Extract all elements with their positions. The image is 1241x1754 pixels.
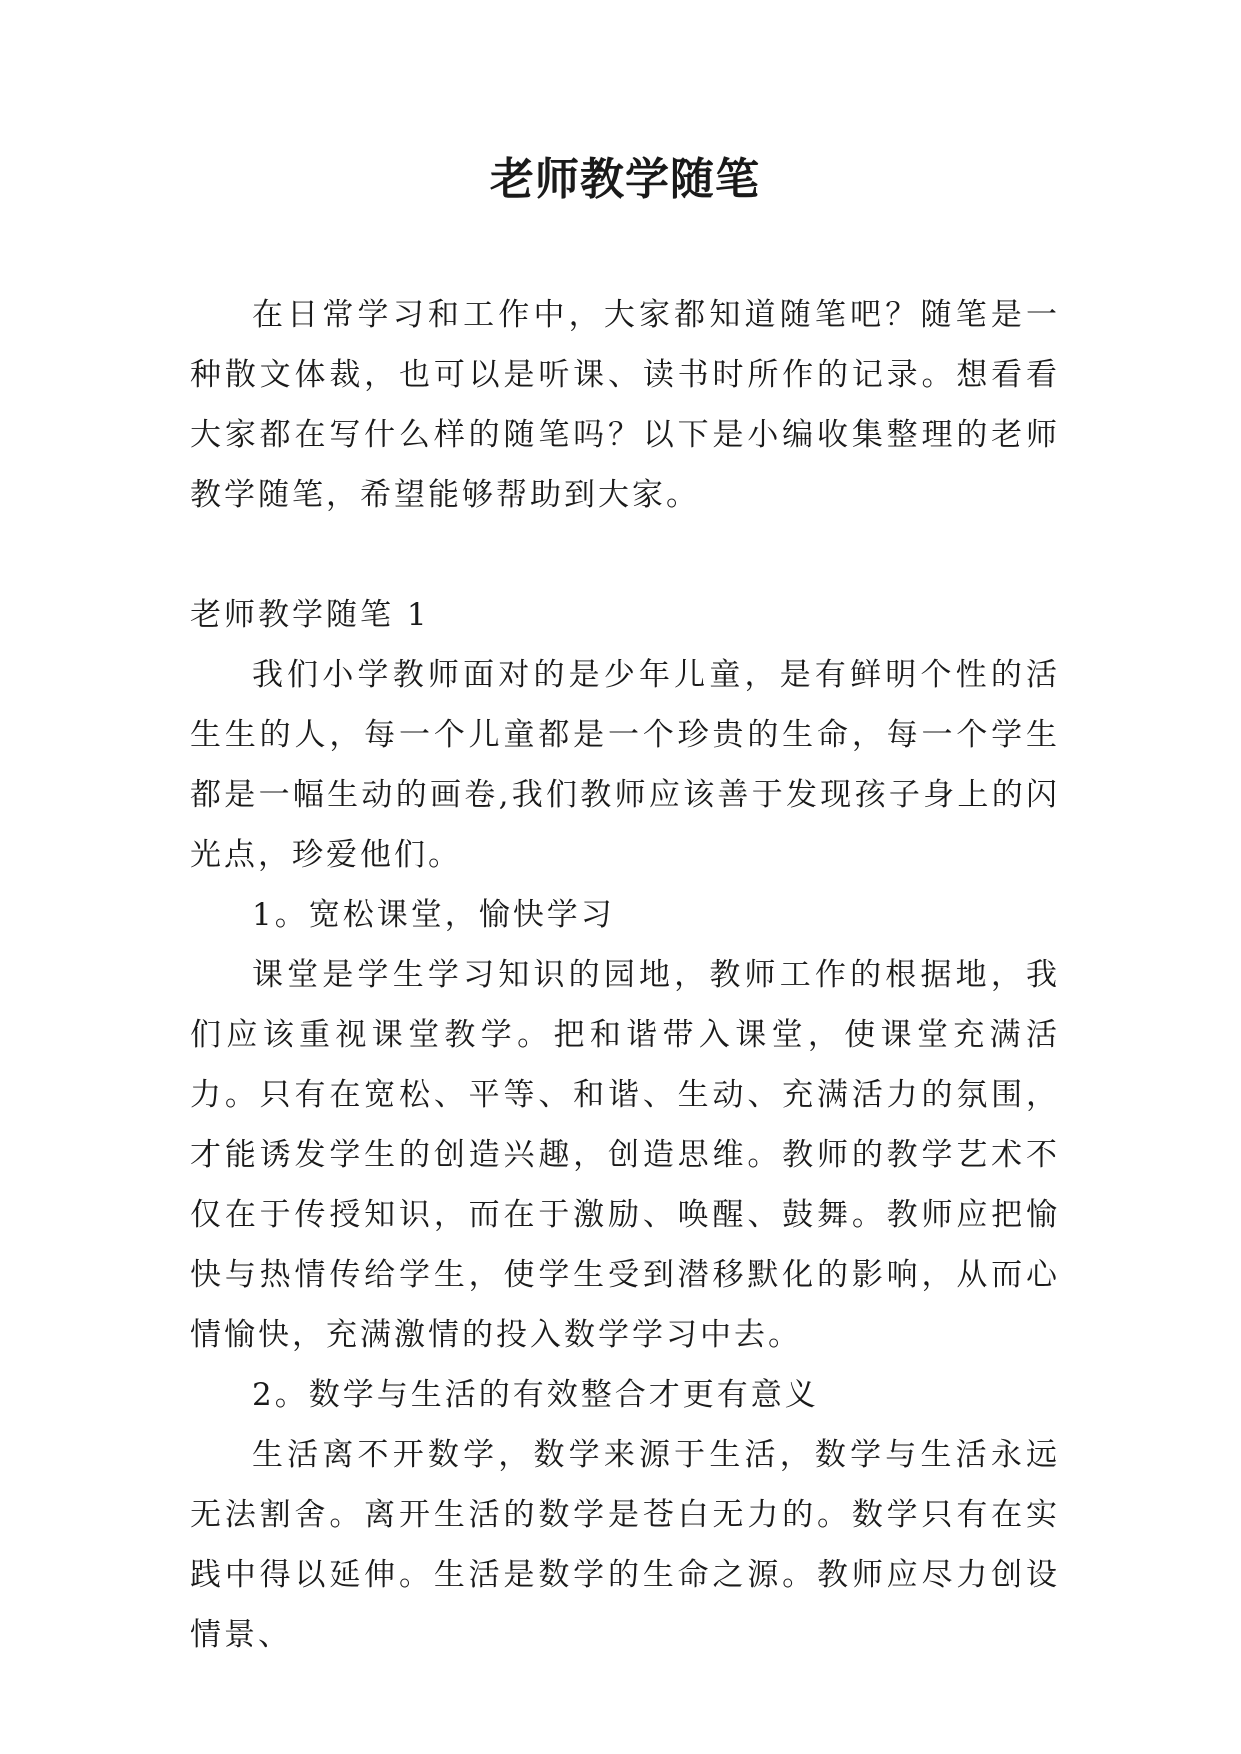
sub-heading-1: 1。宽松课堂，愉快学习 [252, 897, 615, 933]
intro-paragraph: 在日常学习和工作中，大家都知道随笔吧？随笔是一种散文体裁，也可以是听课、读书时所作的记录。想看看大家都在写什么样的随笔吗？以下是小编收集整理的老师教学随笔，希望能够帮助到大家。 [190, 297, 1060, 513]
section-heading: 老师教学随笔 1 [190, 597, 430, 633]
document-title: 老师教学随笔 [490, 154, 760, 205]
section-paragraph-2: 课堂是学生学习知识的园地，教师工作的根据地，我们应该重视课堂教学。把和谐带入课堂，使课堂充满活力。只有在宽松、平等、和谐、生动、充满活力的氛围，才能诱发学生的创造兴趣，创造思维。教师的教学艺术不仅在于传授知识，而在于激励、唤醒、鼓舞。教师应把愉快与热情传给学生，使学生受到潜移默化的影响，从而心情愉快，充满激情的投入数学学习中去。 [190, 957, 1060, 1353]
document-body [190, 285, 1060, 1665]
section-paragraph-1: 我们小学教师面对的是少年儿童，是有鲜明个性的活生生的人，每一个儿童都是一个珍贵的生命，每一个学生都是一幅生动的画卷,我们教师应该善于发现孩子身上的闪光点，珍爱他们。 [190, 657, 1060, 873]
paragraph-gap [190, 525, 1060, 585]
sub-heading-2: 2。数学与生活的有效整合才更有意义 [252, 1377, 819, 1413]
section-paragraph-3: 生活离不开数学，数学来源于生活，数学与生活永远无法割舍。离开生活的数学是苍白无力的。数学只有在实践中得以延伸。生活是数学的生命之源。教师应尽力创设情景、 [190, 1437, 1060, 1653]
document-page [190, 0, 1060, 1754]
